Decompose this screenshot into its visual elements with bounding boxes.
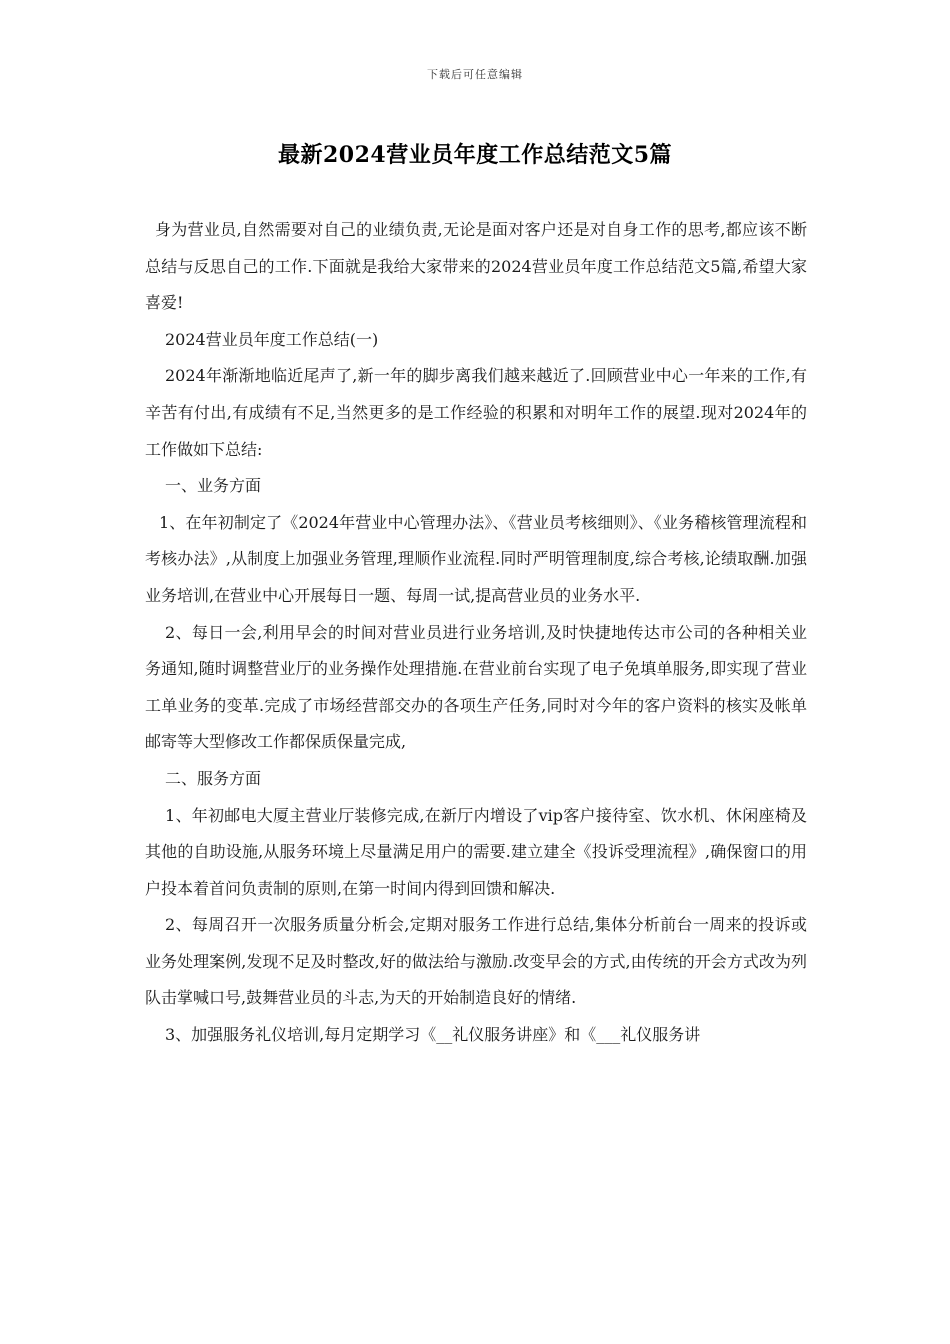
- service-item-2: 2、每周召开一次服务质量分析会,定期对服务工作进行总结,集体分析前台一周来的投诉或业务处理案例,发现不足及时整改,好的做法给与激励.改变早会的方式,由传统的开会方式改为列队击掌喊口号,鼓舞营业员的斗志,为天的开始制造良好的情绪.: [145, 915, 807, 1008]
- business-item-1: 1、在年初制定了《2024年营业中心管理办法》、《营业员考核细则》、《业务稽核管理流程和考核办法》,从制度上加强业务管理,理顺作业流程.同时严明管理制度,综合考核,论绩取酬.加强业务培训,在营业中心开展每日一题、每周一试,提高营业员的业务水平.: [145, 512, 807, 605]
- subsection-heading-business: 一、业务方面: [165, 476, 262, 496]
- service-item-3: 3、加强服务礼仪培训,每月定期学习《__礼仪服务讲座》和《___礼仪服务讲: [165, 1025, 701, 1045]
- service-item-1: 1、年初邮电大厦主营业厅装修完成,在新厅内增设了vip客户接待室、饮水机、休闲座椅及其他的自助设施,从服务环境上尽量满足用户的需要.建立建全《投诉受理流程》,确保窗口的用户投本着首问负责制的原则,在第一时间内得到回馈和解决.: [145, 805, 807, 898]
- document-body: [145, 212, 807, 1054]
- header-note: 下载后可任意编辑: [427, 68, 523, 81]
- overview-paragraph: 2024年渐渐地临近尾声了,新一年的脚步离我们越来越近了.回顾营业中心一年来的工作,有辛苦有付出,有成绩有不足,当然更多的是工作经验的积累和对明年工作的展望.现对2024年的工作做如下总结:: [145, 366, 807, 459]
- section-heading-1: 2024营业员年度工作总结(一): [165, 329, 379, 349]
- business-item-2: 2、每日一会,利用早会的时间对营业员进行业务培训,及时快捷地传达市公司的各种相关业务通知,随时调整营业厅的业务操作处理措施.在营业前台实现了电子免填单服务,即实现了营业工单业务的变革.完成了市场经营部交办的各项生产任务,同时对今年的客户资料的核实及帐单邮寄等大型修改工作都保质保量完成,: [145, 622, 807, 752]
- document-title: 最新2024营业员年度工作总结范文5篇: [277, 142, 673, 168]
- intro-paragraph: 身为营业员,自然需要对自己的业绩负责,无论是面对客户还是对自身工作的思考,都应该不断总结与反思自己的工作.下面就是我给大家带来的2024营业员年度工作总结范文5篇,希望大家喜爱!: [145, 220, 807, 313]
- subsection-heading-service: 二、服务方面: [165, 768, 262, 788]
